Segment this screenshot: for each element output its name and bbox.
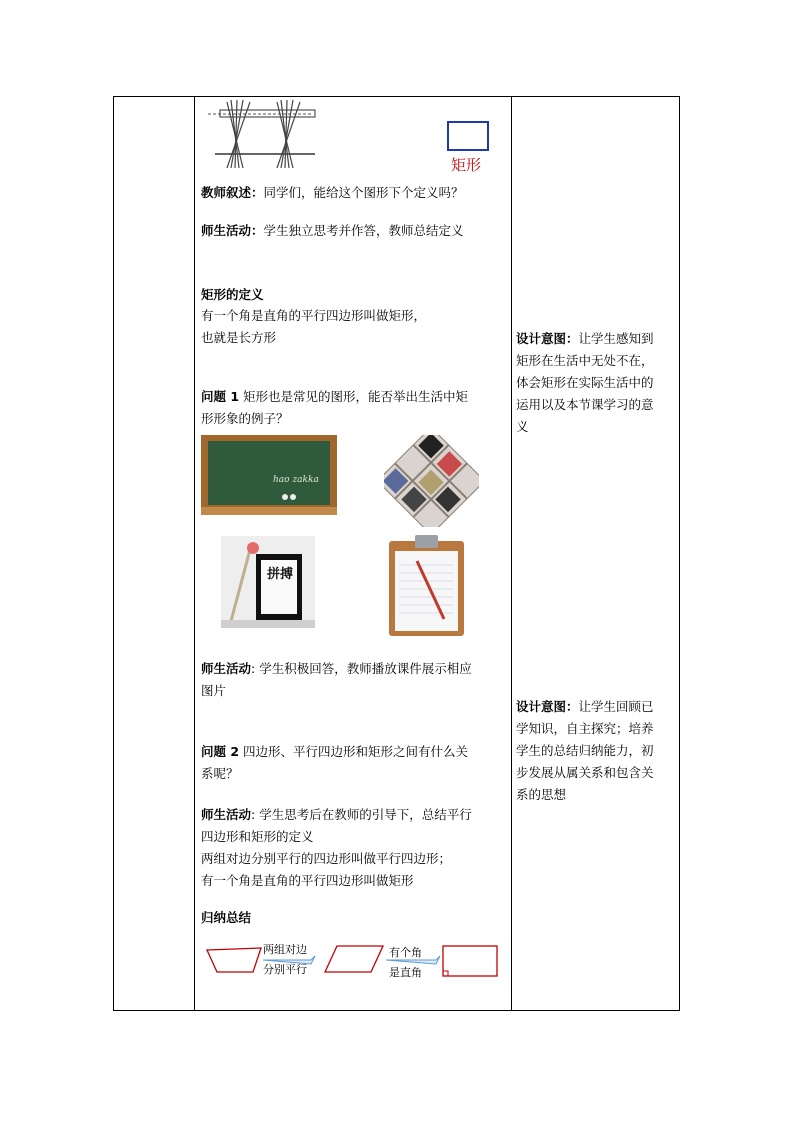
activity-3-line-2: 四边形和矩形的定义 — [201, 829, 314, 844]
arrow-2-label-1: 有个角 — [389, 946, 422, 959]
parallelogram-frame-diagram — [205, 98, 500, 178]
activity-2: 师生活动: 学生积极回答，教师播放课件展示相应 — [201, 661, 472, 676]
activity-3-line-3: 两组对边分别平行的四边形叫做平行四边形； — [201, 851, 452, 866]
activity-3: 师生活动: 学生思考后在教师的引导下，总结平行 — [201, 807, 472, 822]
question-1-cont: 形形象的例子？ — [201, 411, 289, 426]
rectangle-summary-shape — [443, 946, 497, 976]
quadrilateral-shape — [207, 948, 261, 972]
question-1: 问题 1 矩形也是常见的图形，能否举出生活中矩 — [201, 389, 469, 404]
clipboard-image — [389, 535, 464, 636]
summary-diagram — [203, 940, 503, 980]
activity-1: 师生活动：学生独立思考并作答，教师总结定义 — [201, 223, 464, 238]
design-intent-1: 设计意图：让学生感知到 矩形在生活中无处不在， 体会矩形在实际生活中的 运用以及本节课学习的意 义 — [516, 331, 654, 434]
definition-title: 矩形的定义 — [201, 287, 264, 302]
question-2-cont: 系呢？ — [201, 766, 239, 781]
activity-3-line-4: 有一个角是直角的平行四边形叫做矩形 — [201, 873, 414, 888]
column-divider-2 — [511, 97, 512, 1010]
question-2: 问题 2 四边形、平行四边形和矩形之间有什么关 — [201, 744, 469, 759]
rectangle-label: 矩形 — [451, 156, 482, 174]
rectangle-shape — [448, 122, 488, 150]
teacher-narrate: 教师叙述：同学们，能给这个图形下个定义吗？ — [201, 185, 464, 200]
framed-calligraphy-image — [221, 536, 315, 628]
arrow-1-label-2: 分别平行 — [263, 963, 307, 976]
definition-line-2: 也就是长方形 — [201, 330, 277, 345]
svg-text:hao zakka: hao zakka — [273, 475, 319, 485]
bookshelf-image — [384, 435, 479, 527]
right-angle-mark — [443, 971, 448, 976]
arrow-2-label-2: 是直角 — [389, 966, 422, 979]
definition-line-1: 有一个角是直角的平行四边形叫做矩形， — [201, 308, 427, 323]
chalkboard-image — [201, 435, 337, 515]
arrow-1-label-1: 两组对边 — [263, 943, 307, 956]
summary-title: 归纳总结 — [201, 910, 252, 925]
column-divider-1 — [194, 97, 195, 1010]
parallelogram-shape — [325, 946, 383, 972]
design-intent-2: 设计意图：让学生回顾已 学知识，自主探究；培养 学生的总结归纳能力，初 步发展从属关系和包含关 系的思想 — [516, 699, 654, 802]
svg-text:拼搏: 拼搏 — [267, 567, 294, 582]
activity-2-cont: 图片 — [201, 683, 227, 698]
